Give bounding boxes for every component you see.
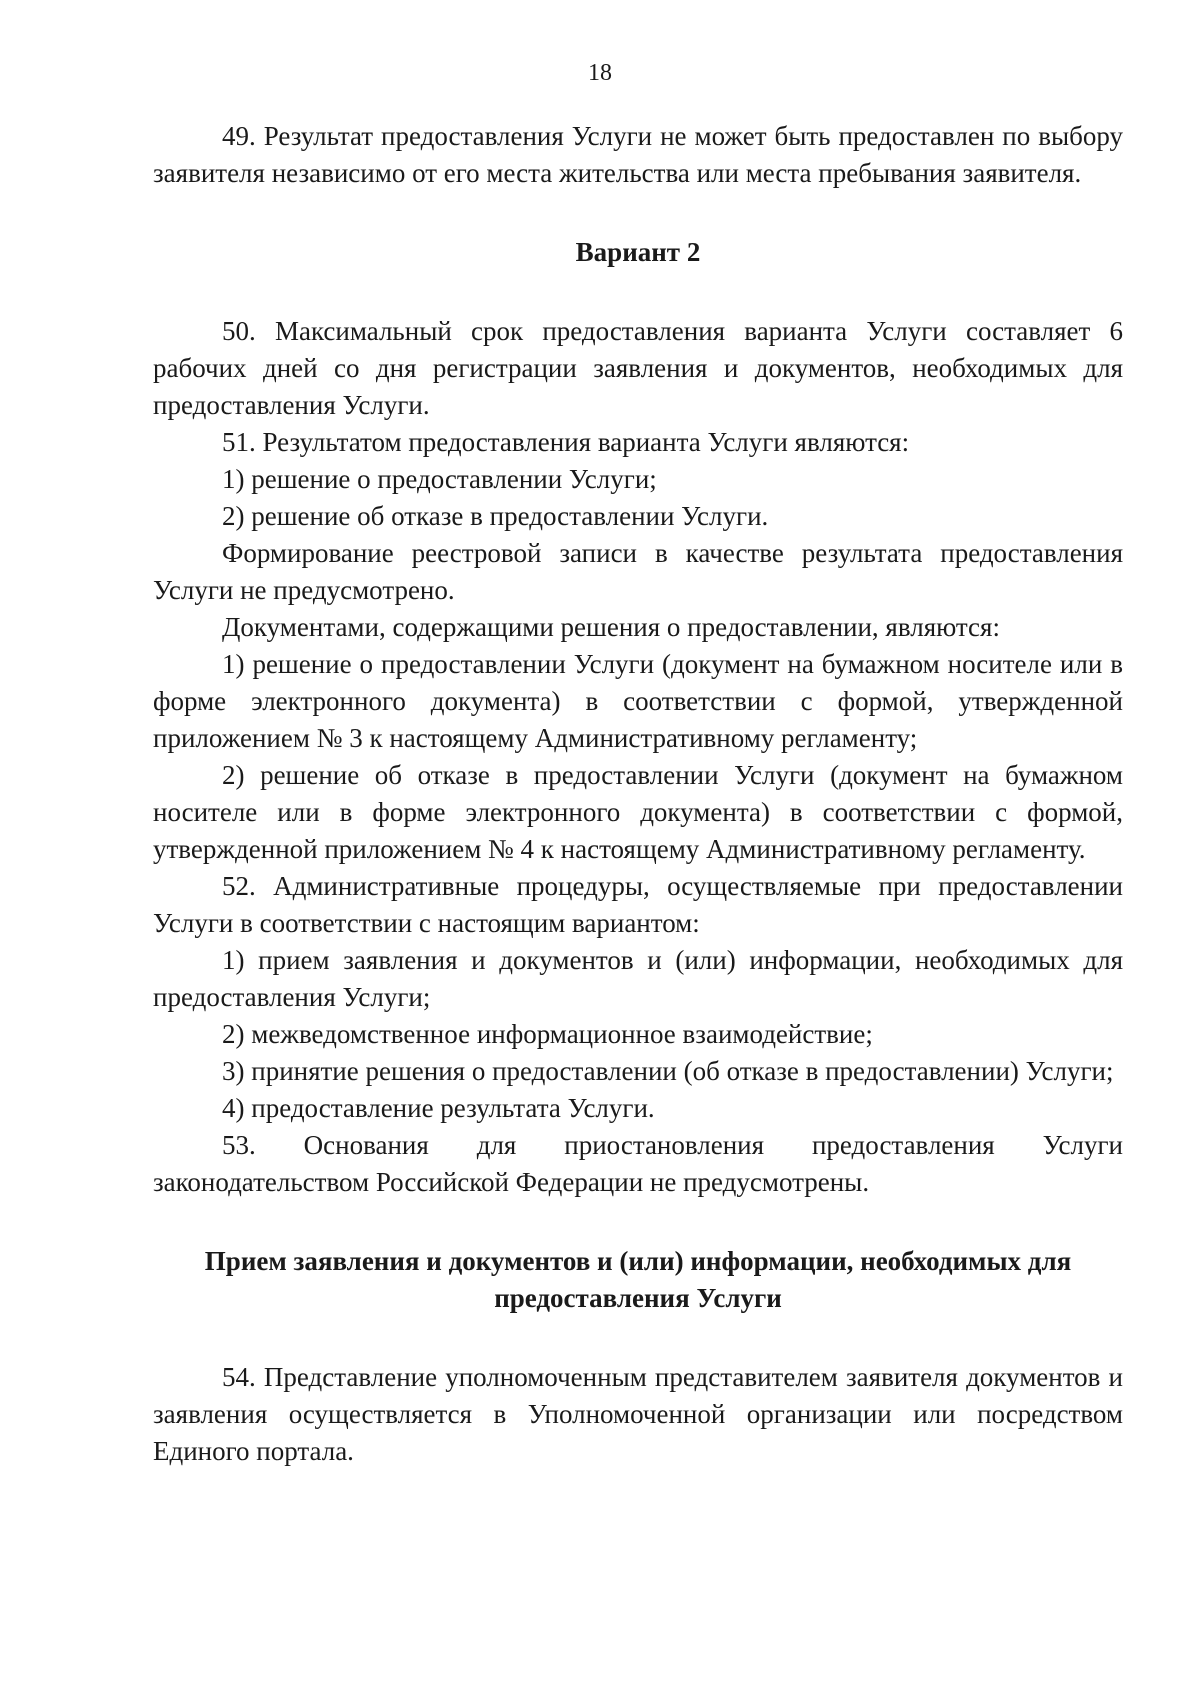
page-number: 18 bbox=[588, 60, 612, 86]
list-item-docs-2: 2) решение об отказе в предоставлении Услуги (документ на бумажном носителе или в форме электронного документа) в соответствии с формой, утвержденной приложением № 4 к настоящему Административному регламенту. bbox=[153, 760, 1123, 864]
paragraph-49: 49. Результат предоставления Услуги не может быть предоставлен по выбору заявителя независимо от его места жительства или места пребывания заявителя. bbox=[153, 121, 1123, 188]
heading-application-reception: Прием заявления и документов и (или) информации, необходимых для предоставления Услуги bbox=[204, 1246, 1072, 1313]
list-item-51-2: 2) решение об отказе в предоставлении Услуги. bbox=[222, 501, 769, 531]
paragraph-decision-documents: Документами, содержащими решения о предоставлении, являются: bbox=[222, 612, 1000, 642]
list-item-51-1: 1) решение о предоставлении Услуги; bbox=[222, 464, 657, 494]
paragraph-54: 54. Представление уполномоченным представителем заявителя документов и заявления осуществляется в Уполномоченной организации или посредством Единого портала. bbox=[153, 1362, 1123, 1466]
list-item-docs-1: 1) решение о предоставлении Услуги (документ на бумажном носителе или в форме электронного документа) в соответствии с формой, утвержденной приложением № 3 к настоящему Административному регламенту; bbox=[153, 649, 1123, 753]
list-item-52-1: 1) прием заявления и документов и (или) информации, необходимых для предоставления Услуги; bbox=[153, 945, 1123, 1012]
paragraph-53: 53. Основания для приостановления предоставления Услуги законодательством Российской Федерации не предусмотрены. bbox=[153, 1130, 1123, 1197]
paragraph-registry-record: Формирование реестровой записи в качестве результата предоставления Услуги не предусмотрено. bbox=[153, 538, 1123, 605]
paragraph-50: 50. Максимальный срок предоставления варианта Услуги составляет 6 рабочих дней со дня регистрации заявления и документов, необходимых для предоставления Услуги. bbox=[153, 316, 1123, 420]
list-item-52-2: 2) межведомственное информационное взаимодействие; bbox=[222, 1019, 873, 1049]
list-item-52-3: 3) принятие решения о предоставлении (об отказе в предоставлении) Услуги; bbox=[222, 1056, 1114, 1086]
heading-variant-2: Вариант 2 bbox=[575, 237, 701, 267]
paragraph-52: 52. Административные процедуры, осуществляемые при предоставлении Услуги в соответствии с настоящим вариантом: bbox=[153, 871, 1123, 938]
document-body bbox=[153, 118, 1123, 1470]
list-item-52-4: 4) предоставление результата Услуги. bbox=[222, 1093, 655, 1123]
paragraph-51: 51. Результатом предоставления варианта Услуги являются: bbox=[222, 427, 910, 457]
